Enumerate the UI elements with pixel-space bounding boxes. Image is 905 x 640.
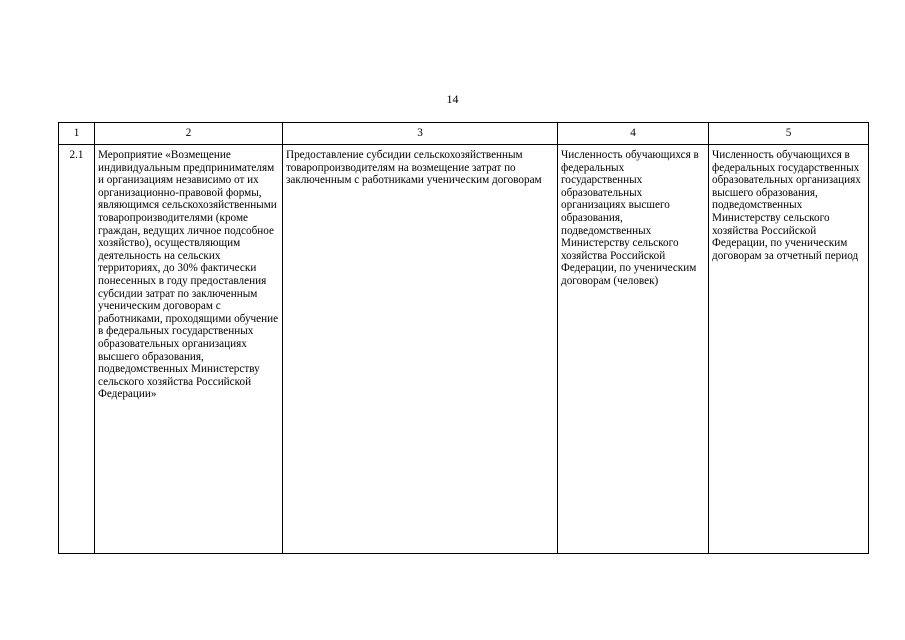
indicator-period-cell <box>709 145 869 554</box>
header-col-5: 5 <box>709 123 869 145</box>
table-body <box>59 145 869 554</box>
indicator-cell <box>558 145 709 554</box>
page-number: 14 <box>446 92 459 106</box>
measure-description-cell <box>283 145 558 554</box>
header-col-3: 3 <box>283 123 558 145</box>
header-col-4: 4 <box>558 123 709 145</box>
measure-description-text: Предоставление субсидии сельскохозяйственным товаропроизводителям на возмещение затрат по заключенным с работниками ученическим договорам <box>286 149 542 187</box>
indicator-text: Численность обучающихся в федеральных государственных образовательных организациях высшего образования, подведомственных Министерству сельского хозяйства Российской Федерации, по ученическим договорам (человек) <box>561 149 699 287</box>
table-header <box>59 123 869 145</box>
header-col-2: 2 <box>95 123 283 145</box>
header-col-1: 1 <box>59 123 95 145</box>
row-number: 2.1 <box>59 145 95 554</box>
header-row <box>59 123 869 145</box>
table-row <box>59 145 869 554</box>
measure-name-cell <box>95 145 283 554</box>
measure-name-text: Мероприятие «Возмещение индивидуальным предпринимателям и организациям независимо от их организационно-правовой формы, являющимся сельскохозяйственными товаропроизводителями (кроме граждан, ведущих личное подсобное хозяйство), осуществляющим деятельность на сельских территориях, до 30% фактически понесенных в году предоставления субсидии затрат по заключенным ученическим договорам с работниками, проходящими обучение в федеральных государственных образовательных организациях высшего образования, подведомственных Министерству сельского хозяйства Российской Федерации» <box>98 149 279 401</box>
measures-table <box>58 122 869 554</box>
indicator-period-text: Численность обучающихся в федеральных государственных образовательных организациях высшего образования, подведомственных Министерству сельского хозяйства Российской Федерации, по ученическим договорам за отчетный период <box>712 149 861 262</box>
